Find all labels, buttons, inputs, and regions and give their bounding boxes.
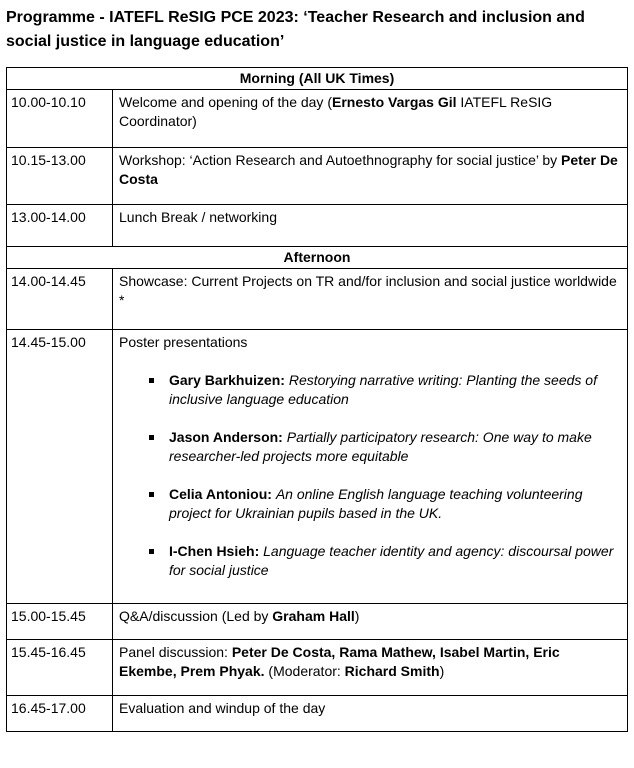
session-cell: Evaluation and windup of the day [113, 696, 628, 732]
poster-title: Partially participatory research: One way to make researcher-led projects more equitable [169, 429, 592, 464]
section-row-afternoon [7, 247, 628, 269]
section-heading-morning: Morning (All UK Times) [7, 68, 628, 90]
time-cell: 15.45-16.45 [7, 640, 113, 696]
programme-table [6, 67, 628, 732]
poster-title: Language teacher identity and agency: discoursal power for social justice [169, 543, 614, 578]
presenter-name: Celia Antoniou: [169, 486, 272, 502]
poster-list [119, 371, 621, 580]
session-text: IATEFL ReSIG Coordinator) [119, 94, 553, 129]
session-row-qa [7, 604, 628, 640]
poster-title: An online English language teaching volunteering project for Ukrainian pupils based in the UK. [169, 486, 583, 521]
session-cell [113, 330, 628, 604]
list-item [149, 371, 621, 409]
leader-name: Graham Hall [272, 608, 355, 624]
presenter-name: Gary Barkhuizen: [169, 372, 285, 388]
moderator-name: Richard Smith [344, 663, 440, 679]
session-cell [113, 604, 628, 640]
session-row-posters [7, 330, 628, 604]
session-cell: Lunch Break / networking [113, 205, 628, 247]
speaker-name: Ernesto Vargas Gil [332, 94, 457, 110]
time-cell: 15.00-15.45 [7, 604, 113, 640]
session-row-welcome [7, 90, 628, 148]
list-item [149, 485, 621, 523]
time-cell: 14.45-15.00 [7, 330, 113, 604]
session-cell: Showcase: Current Projects on TR and/for inclusion and social justice worldwide * [113, 269, 628, 330]
session-row-lunch [7, 205, 628, 247]
section-heading-afternoon: Afternoon [7, 247, 628, 269]
time-cell: 10.15-13.00 [7, 148, 113, 205]
session-cell [113, 148, 628, 205]
title-line-1: Programme - IATEFL ReSIG PCE 2023: ‘Teacher Research and inclusion and [6, 9, 585, 26]
presenter-name: I-Chen Hsieh: [169, 543, 260, 559]
session-row-showcase [7, 269, 628, 330]
speaker-name: Peter De Costa [119, 152, 618, 187]
document-title [6, 6, 626, 54]
session-text: (Moderator: [264, 663, 345, 679]
session-text: Welcome and opening of the day ( [119, 94, 332, 110]
session-text: ) [439, 663, 445, 679]
session-row-evaluation [7, 696, 628, 732]
session-text: Workshop: ‘Action Research and Autoethnography for social justice’ by [119, 152, 562, 168]
time-cell: 16.45-17.00 [7, 696, 113, 732]
panelist-names: Peter De Costa, Rama Mathew, Isabel Martin, Eric Ekembe, Prem Phyak. [119, 644, 560, 679]
time-cell: 10.00-10.10 [7, 90, 113, 148]
session-label: Poster presentations [119, 334, 248, 350]
session-text: ) [354, 608, 360, 624]
session-cell [113, 640, 628, 696]
session-cell [113, 90, 628, 148]
section-row-morning [7, 68, 628, 90]
session-row-workshop [7, 148, 628, 205]
session-text: Q&A/discussion (Led by [119, 608, 273, 624]
time-cell: 14.00-14.45 [7, 269, 113, 330]
session-text: Panel discussion: [119, 644, 232, 660]
list-item [149, 542, 621, 580]
poster-title: Restorying narrative writing: Planting the seeds of inclusive language education [169, 372, 597, 407]
list-item [149, 428, 621, 466]
time-cell: 13.00-14.00 [7, 205, 113, 247]
presenter-name: Jason Anderson: [169, 429, 283, 445]
title-line-2: social justice in language education’ [6, 33, 285, 50]
session-row-panel [7, 640, 628, 696]
